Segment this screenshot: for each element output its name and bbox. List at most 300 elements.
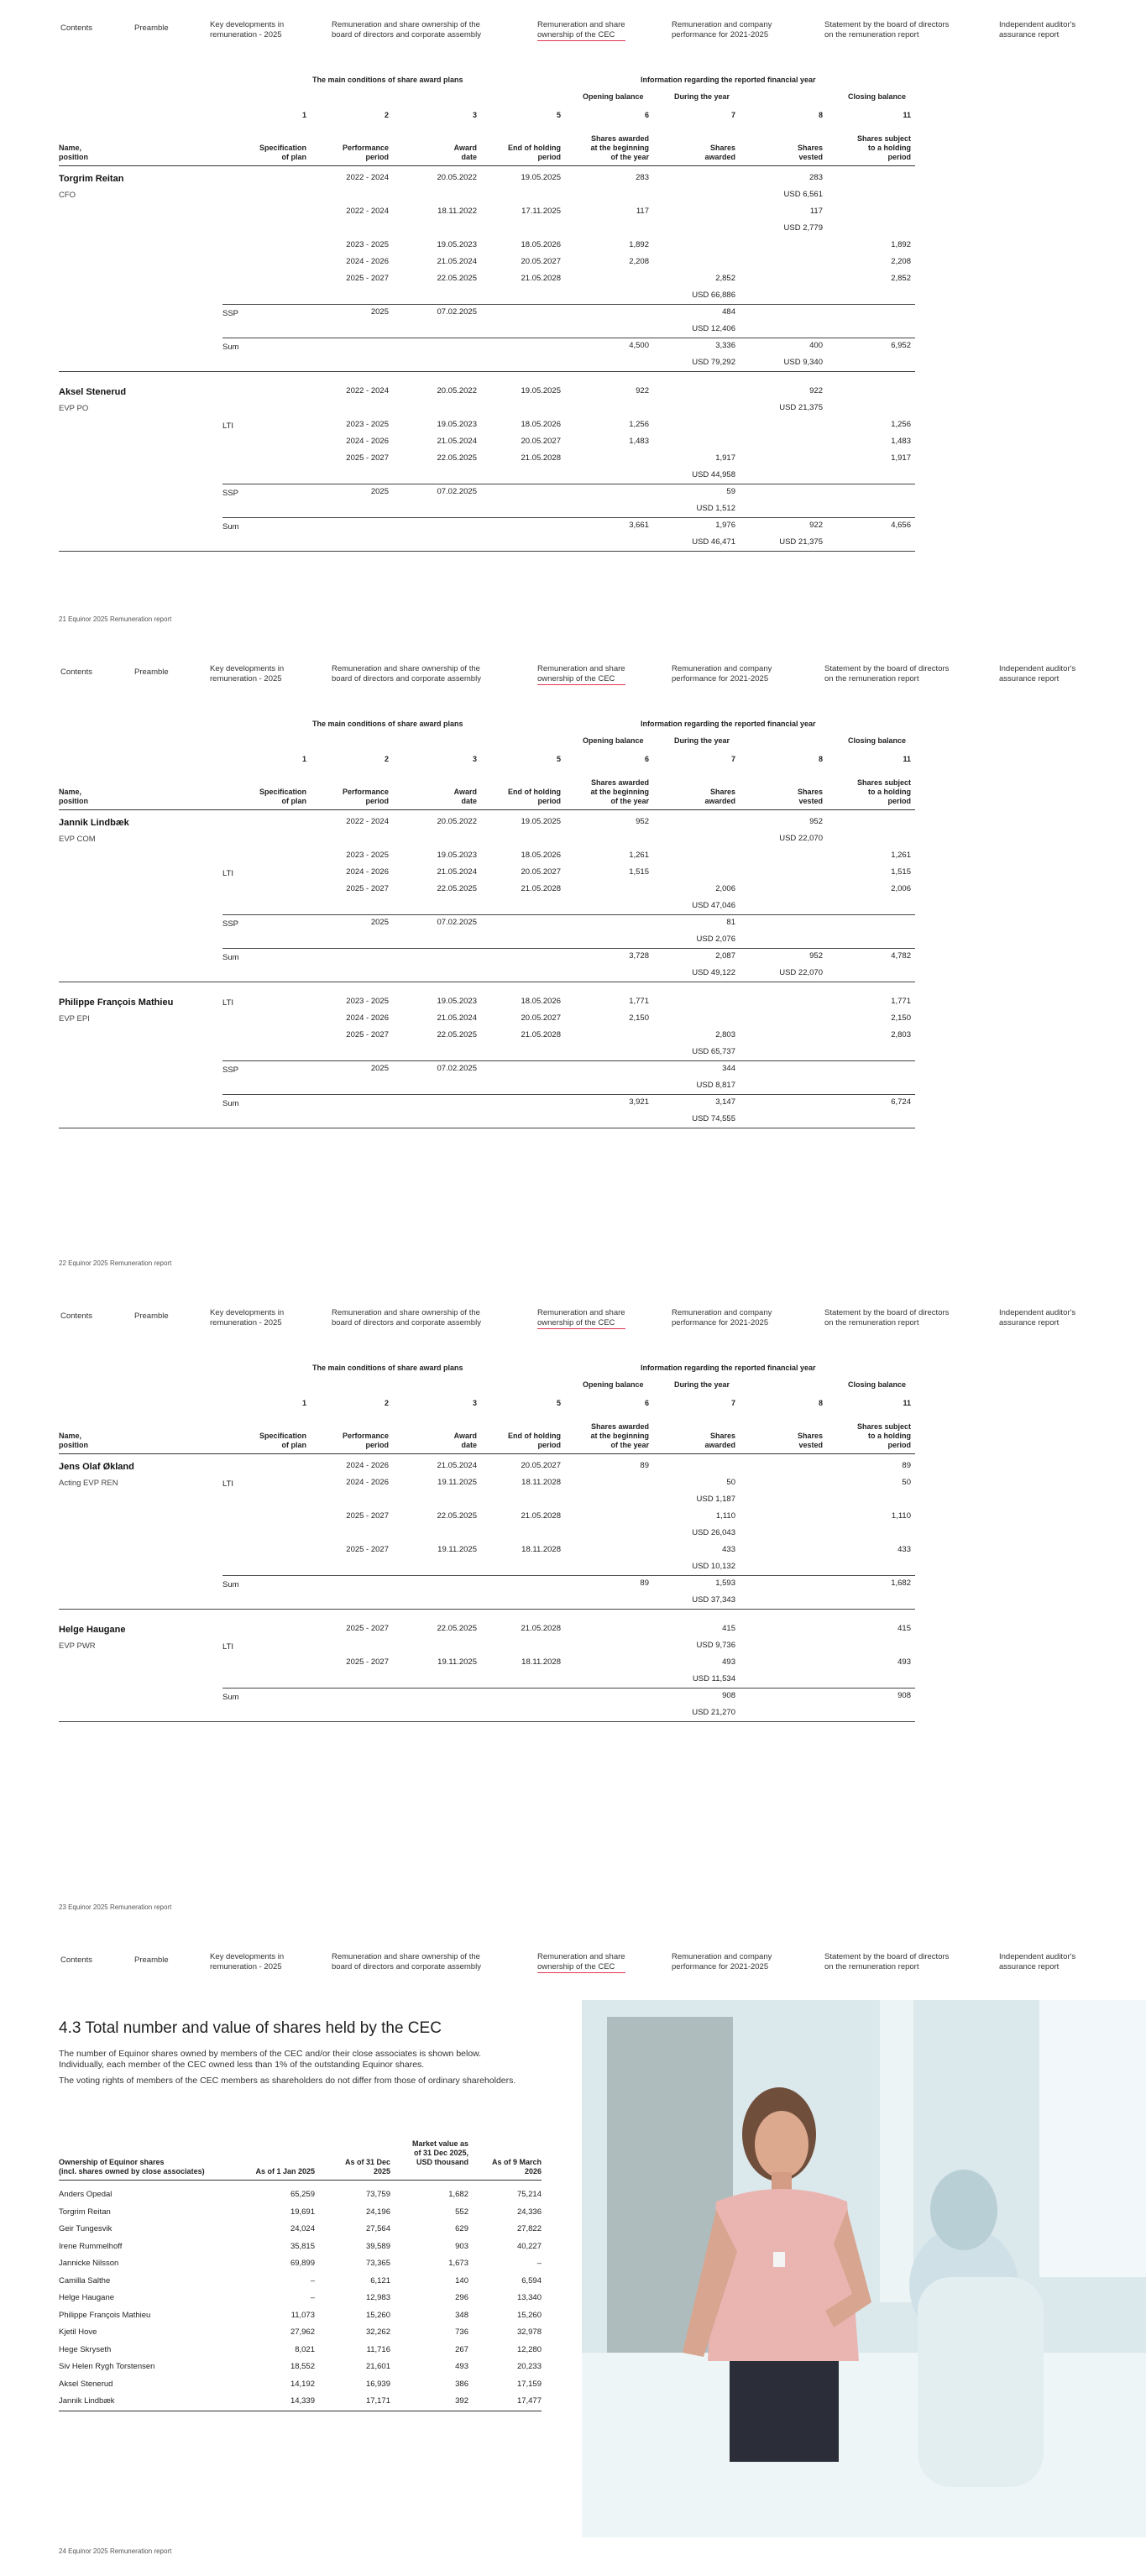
header-reported-year: Information regarding the reported financial year: [641, 720, 816, 728]
cell-award: 19.05.2023: [437, 240, 477, 249]
table-row: [59, 434, 915, 451]
row-rule: [59, 551, 915, 552]
cell-award: 21.05.2024: [437, 437, 477, 446]
cell-vest: USD 2,779: [783, 223, 823, 233]
table-row: [59, 535, 915, 552]
cell-close: 4,656: [891, 521, 911, 530]
table-row: [59, 1621, 915, 1638]
cell-perf: 2023 - 2025: [346, 240, 389, 249]
header-plan-conditions: The main conditions of share award plans: [312, 1364, 463, 1372]
nav-item-0[interactable]: Contents: [60, 1956, 93, 1965]
cell-vest: USD 6,561: [783, 190, 823, 199]
shareholding-row: [59, 2238, 546, 2255]
nav-item-6[interactable]: Statement by the board of directors on the remuneration report: [824, 1952, 950, 1971]
nav-item-5[interactable]: Remuneration and company performance for 2021-2025: [672, 1308, 772, 1327]
column-header: Shares subject to a holding period: [856, 1422, 911, 1449]
column-header: End of holding period: [508, 1432, 561, 1449]
share-value: –: [536, 2259, 542, 2268]
nav-item-0[interactable]: Contents: [60, 24, 93, 33]
nav-item-6[interactable]: Statement by the board of directors on the remuneration report: [824, 20, 950, 39]
table-row: [59, 170, 915, 187]
nav-item-1[interactable]: Preamble: [134, 668, 169, 677]
column-number: 7: [730, 755, 735, 763]
table-row: [59, 384, 915, 401]
column-header: Shares vested: [797, 1432, 823, 1449]
member-name: Jannicke Nilsson: [59, 2259, 119, 2268]
column-header: Specification of plan: [259, 788, 306, 805]
header-reported-year: Information regarding the reported financial year: [641, 1364, 816, 1372]
person-name: Jens Olaf Økland: [59, 1462, 134, 1472]
member-name: Aksel Stenerud: [59, 2379, 113, 2389]
column-header: Shares vested: [797, 788, 823, 805]
member-name: Siv Helen Rygh Torstensen: [59, 2362, 155, 2371]
header-opening: Opening balance: [583, 92, 644, 101]
plan-spec: LTI: [222, 1642, 234, 1652]
share-value: 13,340: [516, 2293, 542, 2302]
table-row: [59, 882, 915, 898]
table-row: [59, 932, 915, 949]
column-header: End of holding period: [508, 144, 561, 161]
share-value: 21,601: [365, 2362, 390, 2371]
cell-close: 415: [897, 1624, 911, 1633]
shareholding-row: [59, 2376, 546, 2393]
table-row: [59, 1655, 915, 1672]
share-value: 24,336: [516, 2207, 542, 2217]
share-value: 73,759: [365, 2190, 390, 2199]
nav-item-7[interactable]: Independent auditor's assurance report: [999, 1308, 1076, 1327]
cell-end: 21.05.2028: [521, 453, 561, 463]
cell-awd: 81: [726, 918, 735, 927]
cell-perf: 2024 - 2026: [346, 1461, 389, 1470]
cell-awd: 1,976: [715, 521, 735, 530]
office-photo: [582, 2000, 1146, 2537]
shareholding-row: [59, 2324, 546, 2341]
column-number: 1: [301, 1399, 306, 1407]
column-header: Shares awarded: [704, 1432, 735, 1449]
shareholding-row: [59, 2342, 546, 2359]
cell-vest: 400: [809, 341, 823, 350]
column-number: 8: [818, 111, 823, 119]
member-name: Jannik Lindbæk: [59, 2396, 115, 2406]
table-row: [59, 1559, 915, 1576]
share-value: 296: [455, 2293, 468, 2302]
cell-perf: 2025: [370, 307, 389, 317]
cell-vest: 952: [809, 951, 823, 961]
header-during: During the year: [674, 92, 730, 101]
cell-perf: 2022 - 2024: [346, 173, 389, 182]
shareholding-header: As of 31 Dec 2025: [344, 2158, 390, 2175]
header-opening: Opening balance: [583, 736, 644, 745]
header-plan-conditions: The main conditions of share award plans: [312, 720, 463, 728]
cell-awd: 2,852: [715, 274, 735, 283]
nav-item-2[interactable]: Key developments in remuneration - 2025: [210, 20, 285, 39]
share-value: 24,196: [365, 2207, 390, 2217]
share-value: 16,939: [365, 2379, 390, 2389]
cell-perf: 2025: [370, 918, 389, 927]
table-row: [59, 1045, 915, 1061]
cell-vest: USD 22,070: [779, 834, 823, 843]
table-row: [59, 322, 915, 338]
table-row: [59, 271, 915, 288]
cell-award: 22.05.2025: [437, 1511, 477, 1521]
cell-vest: USD 21,375: [779, 403, 823, 412]
cell-awd: 2,006: [715, 884, 735, 893]
column-number: 5: [556, 755, 561, 763]
column-header: Performance period: [342, 1432, 389, 1449]
nav-item-6[interactable]: Statement by the board of directors on the remuneration report: [824, 1308, 950, 1327]
nav-item-5[interactable]: Remuneration and company performance for 2021-2025: [672, 1952, 772, 1971]
header-opening: Opening balance: [583, 1380, 644, 1389]
column-header: Shares vested: [797, 144, 823, 161]
cell-open: 4,500: [629, 341, 649, 350]
shareholding-row: [59, 2186, 546, 2203]
cell-awd: USD 79,292: [692, 358, 735, 367]
table-row: [59, 848, 915, 865]
share-value: 17,477: [516, 2396, 542, 2406]
header-rule: [59, 1453, 915, 1454]
cell-perf: 2022 - 2024: [346, 386, 389, 395]
top-navigation: [0, 0, 1146, 39]
nav-item-3[interactable]: Remuneration and share ownership of the board of directors and corporate assembly: [332, 1308, 481, 1327]
table-row: [59, 994, 915, 1011]
cell-close: 6,952: [891, 341, 911, 350]
cell-end: 18.11.2028: [521, 1657, 561, 1667]
cell-end: 19.05.2025: [521, 173, 561, 182]
cell-perf: 2025 - 2027: [346, 1624, 389, 1633]
cell-awd: 2,087: [715, 951, 735, 961]
cell-end: 20.05.2027: [521, 257, 561, 266]
table-row: [59, 1638, 915, 1655]
nav-item-1[interactable]: Preamble: [134, 1956, 169, 1965]
cell-close: 6,724: [891, 1097, 911, 1107]
share-value: 27,564: [365, 2224, 390, 2233]
cell-open: 1,261: [629, 851, 649, 860]
cell-awd: 59: [726, 487, 735, 496]
column-header: Shares awarded at the beginning of the year: [590, 778, 649, 805]
cell-award: 22.05.2025: [437, 453, 477, 463]
table-row: [59, 1593, 915, 1610]
cell-end: 18.05.2026: [521, 997, 561, 1006]
nav-item-5[interactable]: Remuneration and company performance for 2021-2025: [672, 664, 772, 683]
share-value: 69,899: [290, 2259, 315, 2268]
column-number: 2: [384, 111, 389, 119]
cell-award: 07.02.2025: [437, 487, 477, 496]
column-number: 3: [472, 1399, 477, 1407]
header-reported-year: Information regarding the reported financial year: [641, 76, 816, 84]
cell-award: 19.05.2023: [437, 851, 477, 860]
cell-award: 19.05.2023: [437, 997, 477, 1006]
share-value: 27,962: [290, 2327, 315, 2337]
column-header: Name, position: [59, 788, 88, 805]
cell-awd: 1,593: [715, 1579, 735, 1588]
cell-close: 1,682: [891, 1579, 911, 1588]
cell-award: 19.11.2025: [437, 1657, 477, 1667]
page-footer: 21 Equinor 2025 Remuneration report: [59, 615, 172, 623]
table-row: [59, 1672, 915, 1689]
cell-perf: 2025: [370, 1064, 389, 1073]
table-row: [59, 1509, 915, 1526]
nav-item-2[interactable]: Key developments in remuneration - 2025: [210, 664, 285, 683]
column-header: Specification of plan: [259, 1432, 306, 1449]
table-row: [59, 1475, 915, 1492]
table-row: [59, 1061, 915, 1078]
shareholding-row: [59, 2273, 546, 2290]
share-value: –: [310, 2293, 315, 2302]
cell-awd: USD 65,737: [692, 1047, 735, 1056]
plan-spec: LTI: [222, 421, 234, 431]
share-value: 6,594: [521, 2275, 542, 2285]
plan-spec: LTI: [222, 1479, 234, 1489]
share-value: 40,227: [516, 2241, 542, 2251]
plan-spec: SSP: [222, 919, 239, 929]
share-value: 392: [455, 2396, 468, 2406]
header-during: During the year: [674, 1380, 730, 1389]
nav-item-3[interactable]: Remuneration and share ownership of the board of directors and corporate assembly: [332, 1952, 481, 1971]
share-value: 8,021: [295, 2344, 315, 2354]
header-during: During the year: [674, 736, 730, 745]
share-value: 736: [455, 2327, 468, 2337]
nav-item-0[interactable]: Contents: [60, 668, 93, 677]
cell-award: 20.05.2022: [437, 386, 477, 395]
cell-open: 952: [636, 817, 649, 826]
intro-paragraph: The number of Equinor shares owned by members of the CEC and/or their close associates is shown below. Individually, each member of the CEC owned less than 1% of the outstanding Equinor shares.: [59, 2049, 482, 2070]
shareholding-row: [59, 2393, 546, 2410]
table-row: [59, 1028, 915, 1045]
cell-awd: USD 49,122: [692, 968, 735, 977]
share-value: 17,159: [516, 2379, 542, 2389]
plan-spec: LTI: [222, 998, 234, 1008]
cell-end: 20.05.2027: [521, 867, 561, 877]
cell-awd: USD 9,736: [696, 1641, 735, 1650]
column-number: 1: [301, 111, 306, 119]
table-row: [59, 1112, 915, 1128]
share-value: –: [310, 2275, 315, 2285]
member-name: Helge Haugane: [59, 2293, 115, 2302]
cell-vest: USD 21,375: [779, 537, 823, 547]
cell-awd: USD 46,471: [692, 537, 735, 547]
nav-item-7[interactable]: Independent auditor's assurance report: [999, 664, 1076, 683]
table-row: [59, 814, 915, 831]
plan-spec: Sum: [222, 343, 239, 352]
nav-item-3[interactable]: Remuneration and share ownership of the board of directors and corporate assembly: [332, 664, 481, 683]
cell-perf: 2024 - 2026: [346, 1013, 389, 1023]
cell-award: 20.05.2022: [437, 817, 477, 826]
page-footer: 22 Equinor 2025 Remuneration report: [59, 1259, 172, 1267]
nav-item-1[interactable]: Preamble: [134, 24, 169, 33]
cell-awd: USD 8,817: [696, 1081, 735, 1090]
cell-end: 18.11.2028: [521, 1478, 561, 1487]
cell-open: 3,661: [629, 521, 649, 530]
cell-perf: 2025 - 2027: [346, 1511, 389, 1521]
column-number: 7: [730, 111, 735, 119]
cell-close: 1,110: [891, 1511, 911, 1521]
cell-close: 2,150: [891, 1013, 911, 1023]
member-name: Hege Skryseth: [59, 2344, 112, 2354]
nav-item-0[interactable]: Contents: [60, 1312, 93, 1321]
header-closing: Closing balance: [848, 92, 907, 101]
column-number: 5: [556, 1399, 561, 1407]
plan-spec: Sum: [222, 953, 239, 962]
cell-end: 21.05.2028: [521, 1511, 561, 1521]
column-header: Performance period: [342, 788, 389, 805]
cell-awd: 1,110: [715, 1511, 735, 1521]
cell-vest: 952: [809, 817, 823, 826]
top-navigation: [0, 1288, 1146, 1327]
cell-end: 21.05.2028: [521, 274, 561, 283]
table-row: [59, 1458, 915, 1475]
shareholding-row: [59, 2204, 546, 2221]
nav-item-4[interactable]: Remuneration and share ownership of the CEC: [537, 664, 625, 683]
cell-awd: USD 11,534: [692, 1674, 735, 1683]
cell-perf: 2025 - 2027: [346, 1030, 389, 1039]
share-value: 552: [455, 2207, 468, 2217]
cell-awd: USD 37,343: [692, 1595, 735, 1605]
column-number: 3: [472, 111, 477, 119]
share-value: 73,365: [365, 2259, 390, 2268]
cell-end: 21.05.2028: [521, 1030, 561, 1039]
shareholding-row: [59, 2221, 546, 2238]
cell-awd: 3,147: [715, 1097, 735, 1107]
nav-item-1[interactable]: Preamble: [134, 1312, 169, 1321]
report-page: [0, 0, 1146, 644]
nav-item-5[interactable]: Remuneration and company performance for 2021-2025: [672, 20, 772, 39]
cell-open: 2,208: [629, 257, 649, 266]
cell-award: 19.11.2025: [437, 1478, 477, 1487]
report-page: [0, 644, 1146, 1288]
nav-item-4[interactable]: Remuneration and share ownership of the CEC: [537, 1952, 625, 1971]
nav-item-2[interactable]: Key developments in remuneration - 2025: [210, 1308, 285, 1327]
column-header: Shares awarded at the beginning of the year: [590, 134, 649, 161]
cell-end: 19.05.2025: [521, 817, 561, 826]
column-header: Name, position: [59, 1432, 88, 1449]
nav-item-7[interactable]: Independent auditor's assurance report: [999, 20, 1076, 39]
table-row: [59, 1705, 915, 1722]
cell-award: 07.02.2025: [437, 307, 477, 317]
table-row: [59, 949, 915, 966]
cell-perf: 2024 - 2026: [346, 257, 389, 266]
share-value: 629: [455, 2224, 468, 2233]
column-number: 2: [384, 755, 389, 763]
cell-awd: USD 44,958: [692, 470, 735, 479]
page-footer: 24 Equinor 2025 Remuneration report: [59, 2547, 172, 2555]
nav-item-4[interactable]: Remuneration and share ownership of the CEC: [537, 1308, 625, 1327]
plan-spec: Sum: [222, 1693, 239, 1702]
share-value: 15,260: [365, 2310, 390, 2320]
cell-vest: 283: [809, 173, 823, 182]
cell-awd: USD 66,886: [692, 291, 735, 300]
column-number: 1: [301, 755, 306, 763]
share-value: 20,233: [516, 2362, 542, 2371]
shareholding-header-rule: [59, 2180, 542, 2181]
person-position: EVP PWR: [59, 1641, 96, 1651]
column-number: 11: [903, 111, 911, 119]
cell-awd: 433: [722, 1545, 735, 1554]
member-name: Philippe François Mathieu: [59, 2310, 151, 2320]
person-name: Philippe François Mathieu: [59, 997, 174, 1008]
cell-perf: 2024 - 2026: [346, 437, 389, 446]
member-name: Camilla Salthe: [59, 2275, 111, 2285]
cell-end: 19.05.2025: [521, 386, 561, 395]
shareholding-header: As of 9 March 2026: [491, 2158, 542, 2175]
cell-perf: 2022 - 2024: [346, 207, 389, 216]
cell-close: 4,782: [891, 951, 911, 961]
column-number: 6: [644, 755, 649, 763]
table-row: [59, 1689, 915, 1705]
cell-end: 20.05.2027: [521, 437, 561, 446]
cell-close: 493: [897, 1657, 911, 1667]
share-value: 140: [455, 2275, 468, 2285]
nav-item-6[interactable]: Statement by the board of directors on the remuneration report: [824, 664, 950, 683]
share-value: 493: [455, 2362, 468, 2371]
cell-award: 20.05.2022: [437, 173, 477, 182]
share-value: 75,214: [516, 2190, 542, 2199]
table-row: [59, 401, 915, 417]
member-name: Anders Opedal: [59, 2190, 113, 2199]
nav-item-4[interactable]: Remuneration and share ownership of the CEC: [537, 20, 625, 39]
share-value: 17,171: [365, 2396, 390, 2406]
cell-open: 89: [640, 1461, 649, 1470]
table-row: [59, 451, 915, 468]
share-value: 24,024: [290, 2224, 315, 2233]
shareholding-row: [59, 2290, 546, 2306]
nav-item-7[interactable]: Independent auditor's assurance report: [999, 1952, 1076, 1971]
nav-item-2[interactable]: Key developments in remuneration - 2025: [210, 1952, 285, 1971]
member-name: Irene Rummelhoff: [59, 2241, 123, 2251]
share-value: 35,815: [290, 2241, 315, 2251]
cell-open: 89: [640, 1579, 649, 1588]
cell-awd: 2,803: [715, 1030, 735, 1039]
cell-vest: USD 22,070: [779, 968, 823, 977]
cell-end: 18.05.2026: [521, 851, 561, 860]
column-header: Award date: [453, 1432, 477, 1449]
shareholding-row: [59, 2359, 546, 2375]
voting-paragraph: The voting rights of members of the CEC members as shareholders do not differ from those of ordinary shareholders.: [59, 2076, 516, 2086]
cell-end: 18.05.2026: [521, 420, 561, 429]
share-value: 348: [455, 2310, 468, 2320]
cell-awd: 415: [722, 1624, 735, 1633]
cell-award: 21.05.2024: [437, 1013, 477, 1023]
cell-close: 2,208: [891, 257, 911, 266]
cell-end: 21.05.2028: [521, 884, 561, 893]
share-value: 11,716: [366, 2344, 390, 2354]
cell-perf: 2025 - 2027: [346, 884, 389, 893]
share-value: 39,589: [365, 2241, 390, 2251]
share-value: 11,073: [290, 2310, 315, 2320]
shareholding-row: [59, 2307, 546, 2324]
cell-open: 1,515: [629, 867, 649, 877]
share-value: 12,983: [365, 2293, 390, 2302]
cell-open: 117: [636, 207, 649, 216]
table-row: [59, 1078, 915, 1095]
page-footer: 23 Equinor 2025 Remuneration report: [59, 1903, 172, 1911]
cell-open: 3,921: [629, 1097, 649, 1107]
cell-end: 17.11.2025: [521, 207, 561, 216]
column-number: 8: [818, 755, 823, 763]
table-row: [59, 484, 915, 501]
cell-award: 21.05.2024: [437, 1461, 477, 1470]
column-number: 11: [903, 1399, 911, 1407]
cell-perf: 2023 - 2025: [346, 851, 389, 860]
table-row: [59, 338, 915, 355]
cell-awd: USD 10,132: [692, 1562, 735, 1571]
person-position: EVP COM: [59, 835, 96, 844]
table-row: [59, 1576, 915, 1593]
column-header: Shares awarded at the beginning of the year: [590, 1422, 649, 1449]
nav-item-3[interactable]: Remuneration and share ownership of the board of directors and corporate assembly: [332, 20, 481, 39]
cell-close: 2,006: [891, 884, 911, 893]
column-number: 8: [818, 1399, 823, 1407]
column-header: Award date: [453, 788, 477, 805]
